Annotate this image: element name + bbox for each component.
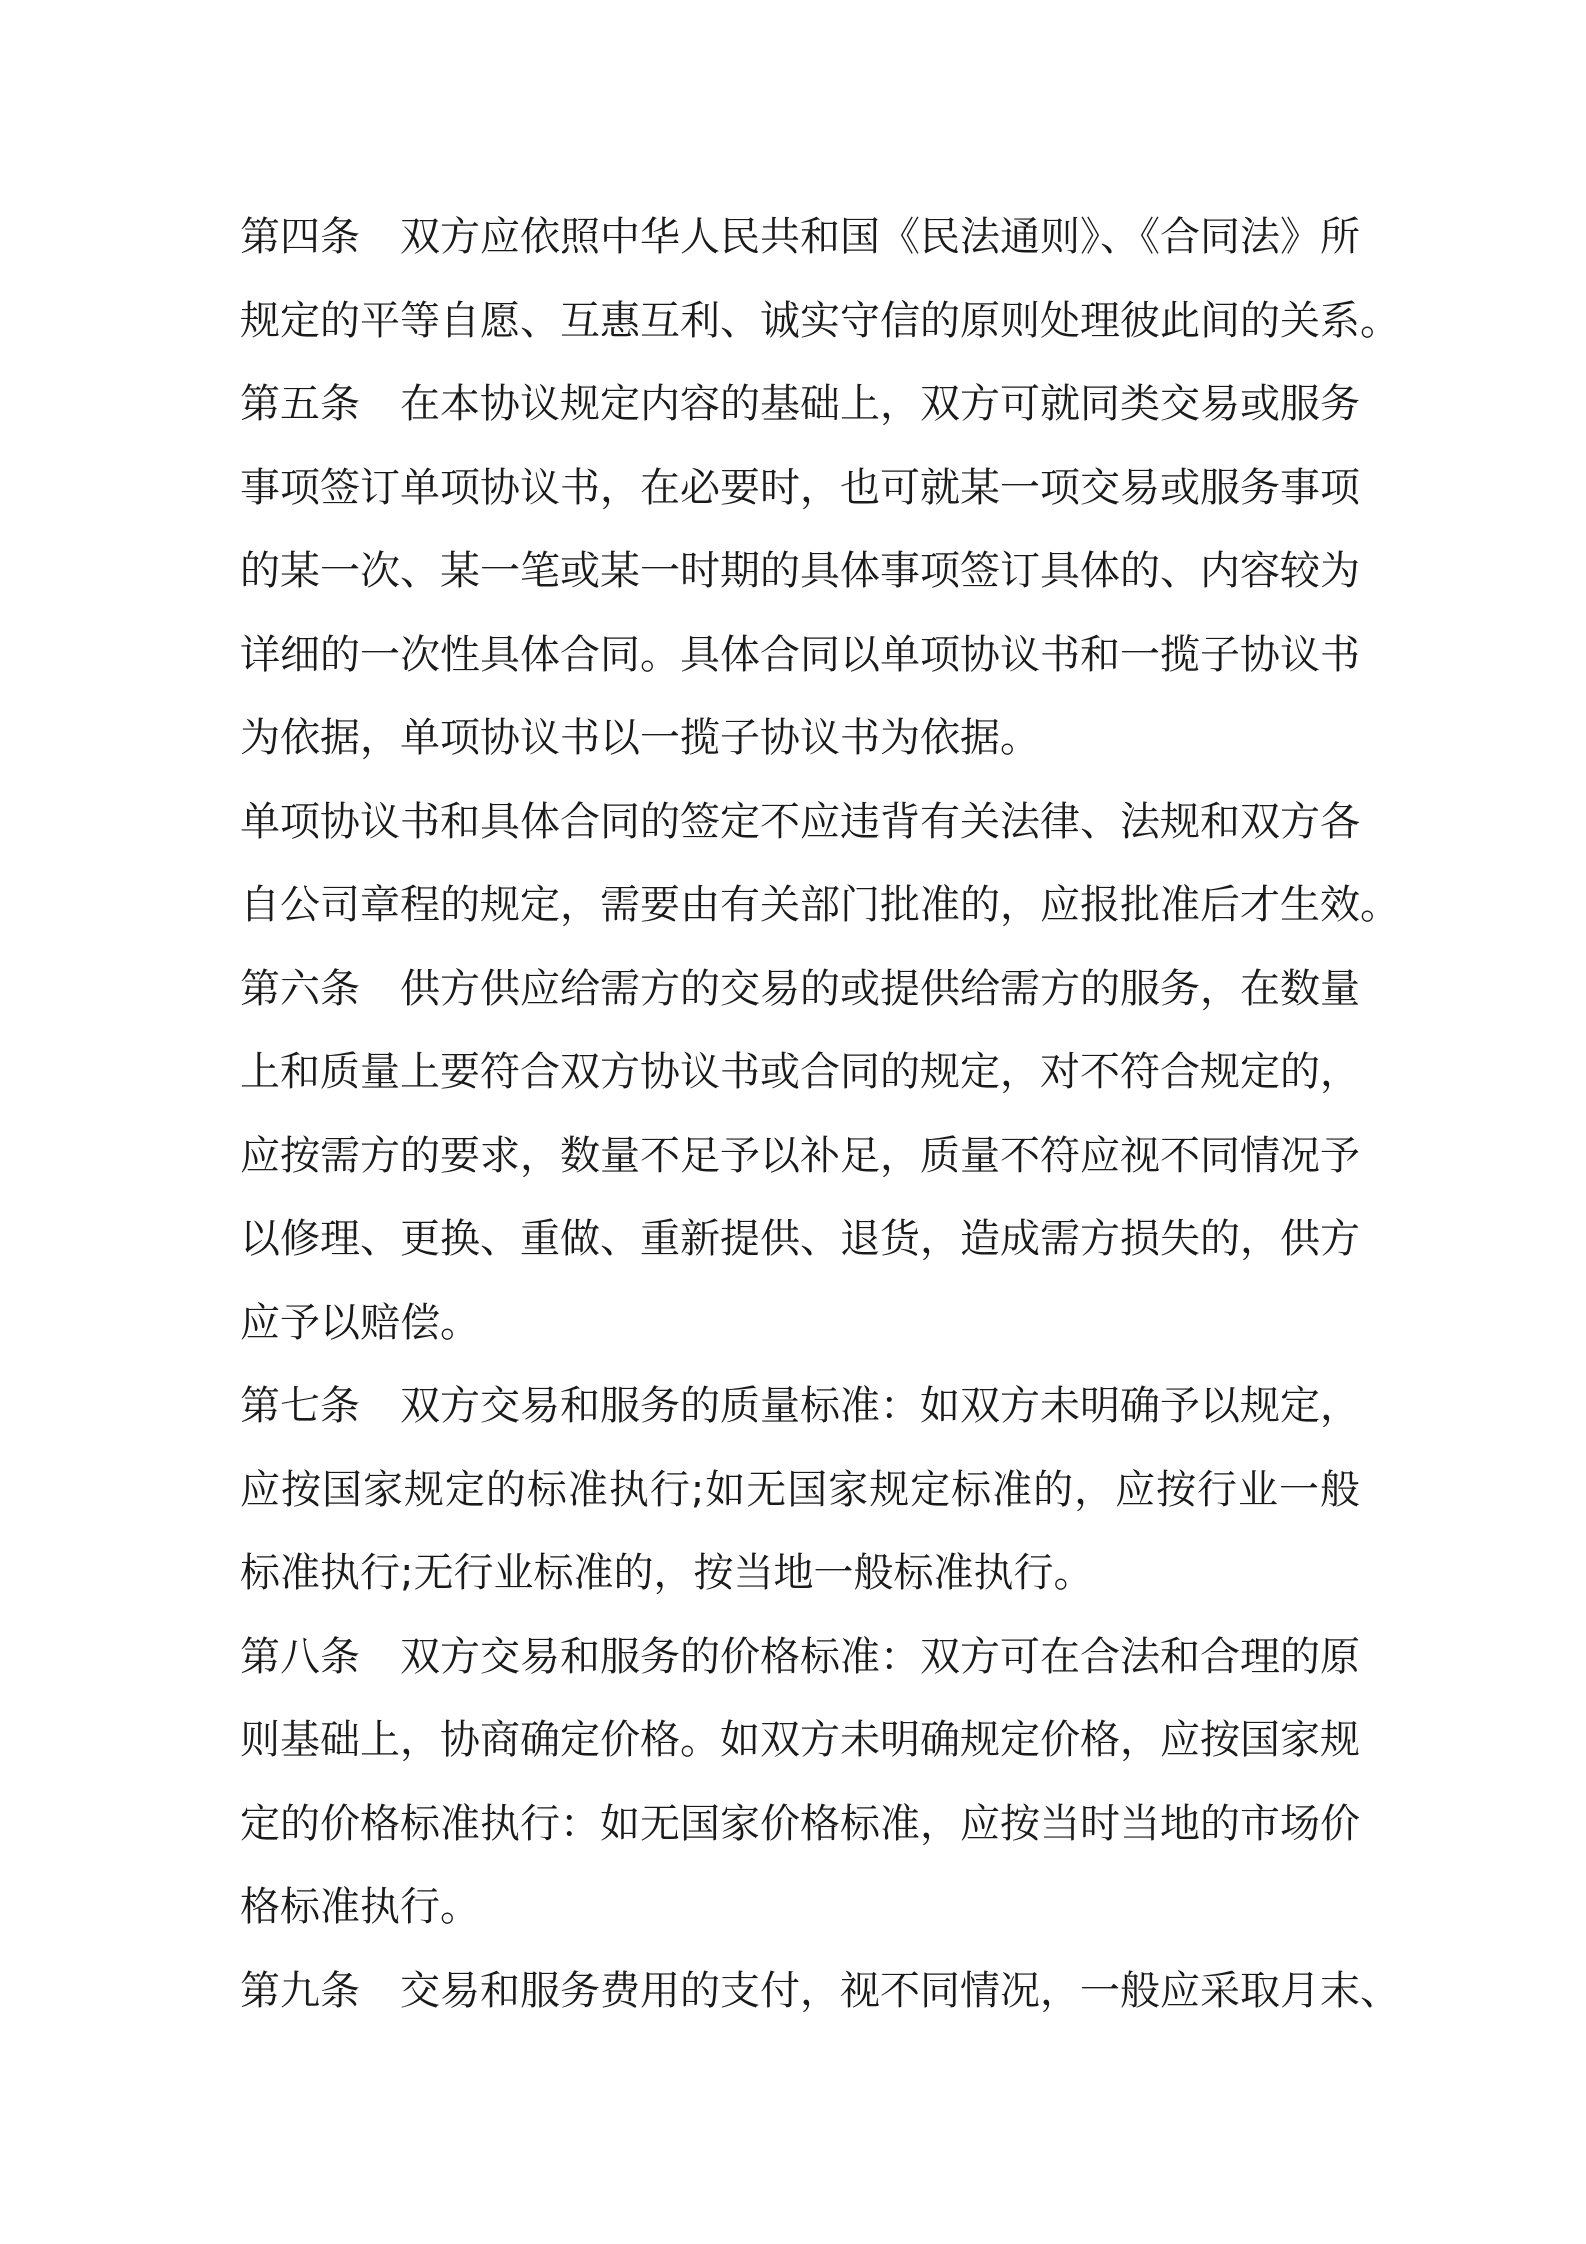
text-line: 第四条 双方应依照中华人民共和国《民法通则》、《合同法》所 xyxy=(240,214,1360,260)
text-line: 标准执行;无行业标准的，按当地一般标准执行。 xyxy=(240,1550,1094,1596)
text-line: 规定的平等自愿、互惠互利、诚实守信的原则处理彼此间的关系。 xyxy=(240,297,1400,344)
text-line: 详细的一次性具体合同。具体合同以单项协议书和一揽子协议书 xyxy=(240,631,1360,678)
text-line: 第五条 在本协议规定内容的基础上，双方可就同类交易或服务 xyxy=(240,381,1360,427)
text-line: 单项协议书和具体合同的签定不应违背有关法律、法规和双方各 xyxy=(240,798,1360,845)
text-line: 定的价格标准执行：如无国家价格标准，应按当时当地的市场价 xyxy=(240,1800,1360,1847)
text-line: 应予以赔偿。 xyxy=(240,1299,480,1346)
text-line: 自公司章程的规定，需要由有关部门批准的，应报批准后才生效。 xyxy=(240,882,1400,928)
text-line: 事项签订单项协议书，在必要时，也可就某一项交易或服务事项 xyxy=(240,464,1360,511)
text-line: 上和质量上要符合双方协议书或合同的规定，对不符合规定的， xyxy=(240,1049,1360,1095)
document-body xyxy=(240,196,1400,2033)
text-line: 第六条 供方供应给需方的交易的或提供给需方的服务，在数量 xyxy=(240,965,1360,1012)
text-line: 第九条 交易和服务费用的支付，视不同情况，一般应采取月末、 xyxy=(240,1967,1400,2014)
text-line: 为依据，单项协议书以一揽子协议书为依据。 xyxy=(240,715,1040,761)
text-line: 的某一次、某一笔或某一时期的具体事项签订具体的、内容较为 xyxy=(240,548,1360,594)
text-line: 第八条 双方交易和服务的价格标准：双方可在合法和合理的原 xyxy=(240,1633,1360,1680)
text-line: 应按需方的要求，数量不足予以补足，质量不符应视不同情况予 xyxy=(240,1132,1360,1179)
text-line: 格标准执行。 xyxy=(240,1884,480,1930)
text-line: 以修理、更换、重做、重新提供、退货，造成需方损失的，供方 xyxy=(240,1216,1360,1262)
text-line: 应按国家规定的标准执行;如无国家规定标准的，应按行业一般 xyxy=(240,1466,1360,1513)
text-line: 第七条 双方交易和服务的质量标准：如双方未明确予以规定， xyxy=(240,1383,1360,1429)
text-line: 则基础上，协商确定价格。如双方未明确规定价格，应按国家规 xyxy=(240,1717,1360,1763)
